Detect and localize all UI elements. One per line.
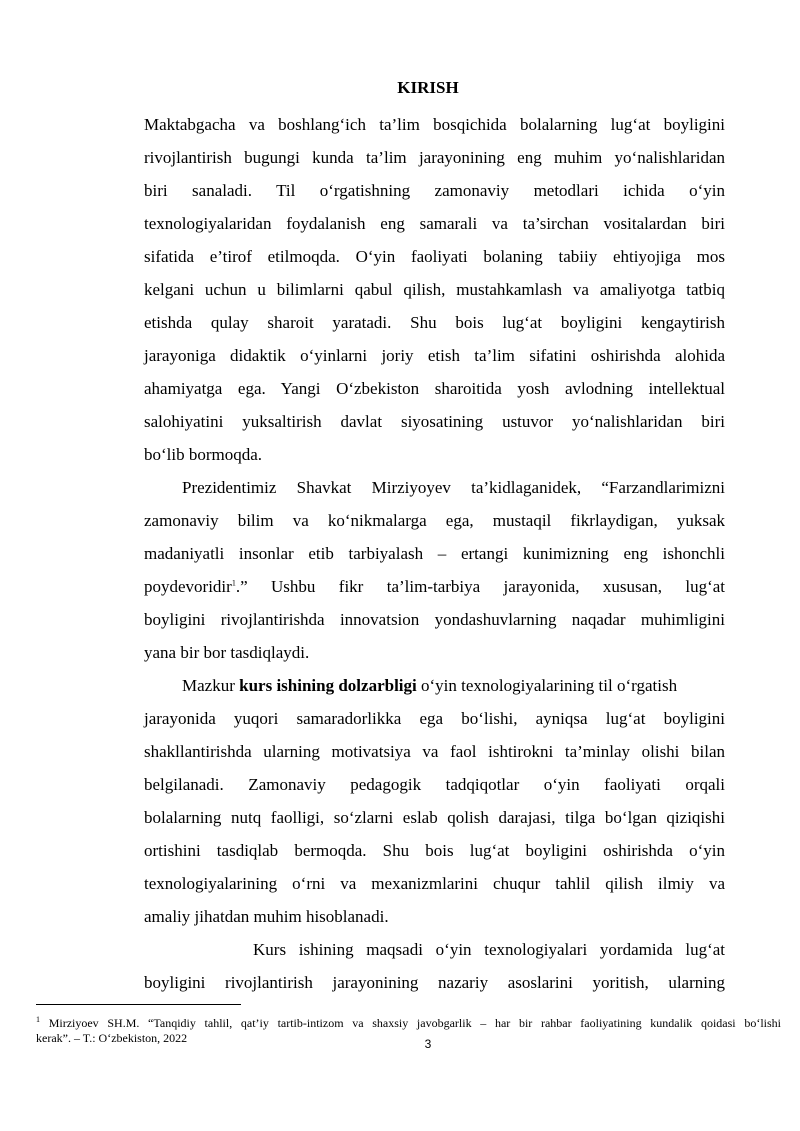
text-line: texnologiyalarining o‘rni va mexanizmlarini chuqur tahlil qilish ilmiy va bbox=[144, 874, 725, 893]
text-line: belgilanadi. Zamonaviy pedagogik tadqiqotlar o‘yin faoliyati orqali bbox=[144, 775, 725, 794]
text-line: Mazkur kurs ishining dolzarbligi o‘yin texnologiyalarining til o‘rgatish bbox=[182, 676, 678, 695]
emphasis-text: kurs ishining dolzarbligi bbox=[239, 676, 417, 695]
text-line bbox=[144, 577, 725, 597]
page-title: KIRISH bbox=[397, 78, 459, 97]
text-line: salohiyatini yuksaltirish davlat siyosatining ustuvor yo‘nalishlaridan biri bbox=[144, 412, 725, 431]
text-line: madaniyatli insonlar etib tarbiyalash – ertangi kunimizning eng ishonchli bbox=[144, 544, 725, 563]
text-line: bo‘lib bormoqda. bbox=[144, 445, 263, 464]
footnote-text: $^1$ Mirziyoev SH.M. “Tanqidiy tahlil, qat’iy tartib-intizom va shaxsiy javobgarlik – har bir rahbar faoliyatining kundalik qoidasi bo‘lishi bbox=[36, 1015, 781, 1030]
text-line: bolalarning nutq faolligi, so‘zlarni eslab qolish darajasi, tilga bo‘lgan qiziqishi bbox=[144, 808, 725, 827]
text-line: ahamiyatga ega. Yangi O‘zbekiston sharoitida yosh avlodning intellektual bbox=[144, 379, 725, 398]
footnote-marker: 1 bbox=[36, 1015, 40, 1024]
text-line: texnologiyalaridan foydalanish eng samarali va ta’sirchan vositalardan biri bbox=[144, 214, 725, 233]
text-line: Maktabgacha va boshlang‘ich ta’lim bosqichida bolalarning lug‘at boyligini bbox=[144, 115, 725, 134]
text-line: jarayonida yuqori samaradorlikka ega bo‘lishi, ayniqsa lug‘at boyligini bbox=[144, 709, 725, 728]
text-line: Kurs ishining maqsadi o‘yin texnologiyalari yordamida lug‘at bbox=[253, 940, 725, 959]
text-line: yana bir bor tasdiqlaydi. bbox=[144, 643, 310, 662]
text-line: boyligini rivojlantirish jarayonining nazariy asoslarini yoritish, ularning bbox=[144, 973, 725, 992]
text-line: Prezidentimiz Shavkat Mirziyoyev ta’kidlaganidek, “Farzandlarimizni bbox=[182, 478, 725, 497]
text-line: ortishini tasdiqlab bermoqda. Shu bois lug‘at boyligini oshirishda o‘yin bbox=[144, 841, 725, 860]
text-fragment: poydevoridir$^1$.” bbox=[144, 577, 248, 596]
text-line: boyligini rivojlantirishda innovatsion yondashuvlarning naqadar muhimligini bbox=[144, 610, 725, 629]
text-line: kelgani uchun u bilimlarni qabul qilish, mustahkamlash va amaliyotga tatbiq bbox=[144, 280, 725, 299]
footnote-text: kerak”. – T.: O‘zbekiston, 2022 bbox=[36, 1031, 188, 1045]
text-line: shakllantirishda ularning motivatsiya va faol ishtirokni ta’minlay olishi bilan bbox=[144, 742, 725, 761]
footnote-reference: 1 bbox=[231, 578, 236, 588]
text-line: jarayoniga didaktik o‘yinlarni joriy etish ta’lim sifatini oshirishda alohida bbox=[144, 346, 725, 365]
text-line: sifatida e’tirof etilmoqda. O‘yin faoliyati bolaning tabiiy ehtiyojiga mos bbox=[144, 247, 725, 266]
text-line: rivojlantirish bugungi kunda ta’lim jarayonining eng muhim yo‘nalishlaridan bbox=[144, 148, 725, 167]
text-line: biri sanaladi. Til o‘rgatishning zamonaviy metodlari ichida o‘yin bbox=[144, 181, 725, 200]
text-line: etishda qulay sharoit yaratadi. Shu bois lug‘at boyligini kengaytirish bbox=[144, 313, 725, 332]
page-number: 3 bbox=[424, 1037, 432, 1051]
text-line: amaliy jihatdan muhim hisoblanadi. bbox=[144, 907, 389, 926]
footnote-separator bbox=[36, 1004, 241, 1005]
text-fragment: Ushbu fikr ta’lim-tarbiya jarayonida, xususan, lug‘at bbox=[271, 577, 725, 596]
text-line: zamonaviy bilim va ko‘nikmalarga ega, mustaqil fikrlaydigan, yuksak bbox=[144, 511, 725, 530]
